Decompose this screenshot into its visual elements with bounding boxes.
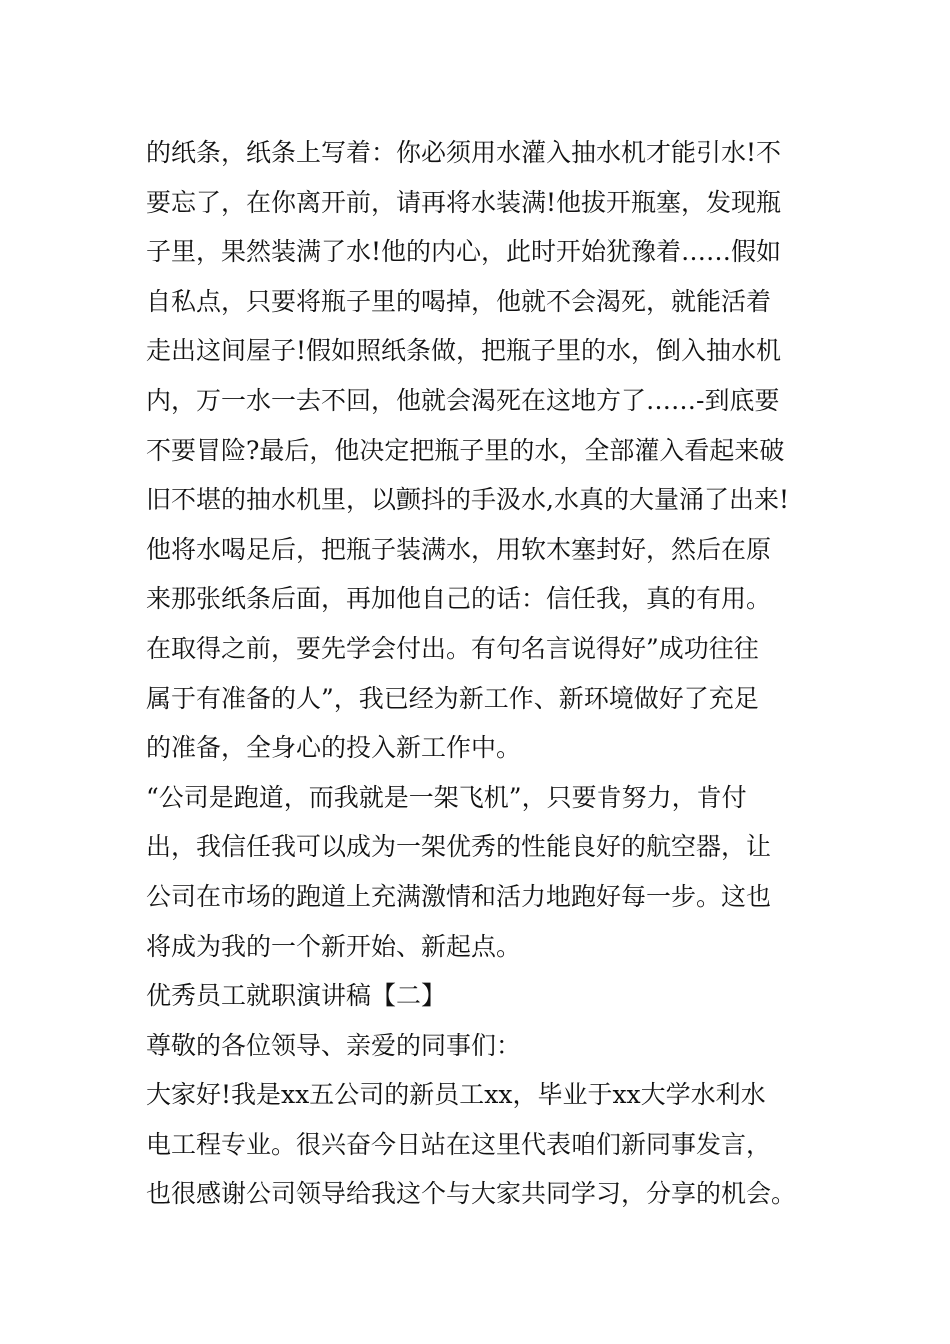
text-line: 将成为我的一个新开始、新起点。	[146, 931, 522, 961]
text-line: 他将水喝足后，把瓶子装满水，用软木塞封好，然后在原	[146, 534, 772, 564]
text-line: 旧不堪的抽水机里，以颤抖的手汲水,水真的大量涌了出来!	[146, 485, 789, 515]
text-line: 不要冒险?最后，他决定把瓶子里的水，全部灌入看起来破	[146, 435, 785, 465]
text-line: 电工程专业。很兴奋今日站在这里代表咱们新同事发言，	[146, 1129, 772, 1159]
text-line: 走出这间屋子!假如照纸条做，把瓶子里的水，倒入抽水机	[146, 336, 782, 366]
text-line: 的纸条，纸条上写着：你必须用水灌入抽水机才能引水!不	[146, 138, 782, 167]
text-line: 大家好!我是xx五公司的新员工xx，毕业于xx大学水利水	[146, 1080, 766, 1110]
section-heading: 优秀员工就职演讲稿【二】	[146, 981, 447, 1011]
text-line: 内，万一水一去不回，他就会渴死在这地方了……-到底要	[146, 385, 780, 415]
text-line: 的准备，全身心的投入新工作中。	[146, 733, 522, 763]
text-line: 属于有准备的人”，我已经为新工作、新环境做好了充足	[146, 683, 759, 713]
text-line: 公司在市场的跑道上充满激情和活力地跑好每一步。这也	[146, 881, 772, 911]
text-line: 子里，果然装满了水!他的内心，此时开始犹豫着……假如	[146, 237, 782, 267]
text-line: “公司是跑道，而我就是一架飞机”，只要肯努力，肯付	[146, 782, 747, 812]
body-text	[146, 128, 826, 1219]
text-line: 出，我信任我可以成为一架优秀的性能良好的航空器，让	[146, 832, 772, 862]
text-line: 自私点，只要将瓶子里的喝掉，他就不会渴死，就能活着	[146, 286, 772, 316]
text-line: 也很感谢公司领导给我这个与大家共同学习，分享的机会。	[146, 1179, 797, 1209]
text-line: 来那张纸条后面，再加他自己的话：信任我，真的有用。	[146, 584, 772, 614]
text-line: 在取得之前，要先学会付出。有句名言说得好”成功往往	[146, 633, 759, 663]
text-line: 要忘了，在你离开前，请再将水装满!他拔开瓶塞，发现瓶	[146, 187, 782, 217]
salutation: 尊敬的各位领导、亲爱的同事们：	[146, 1030, 522, 1060]
